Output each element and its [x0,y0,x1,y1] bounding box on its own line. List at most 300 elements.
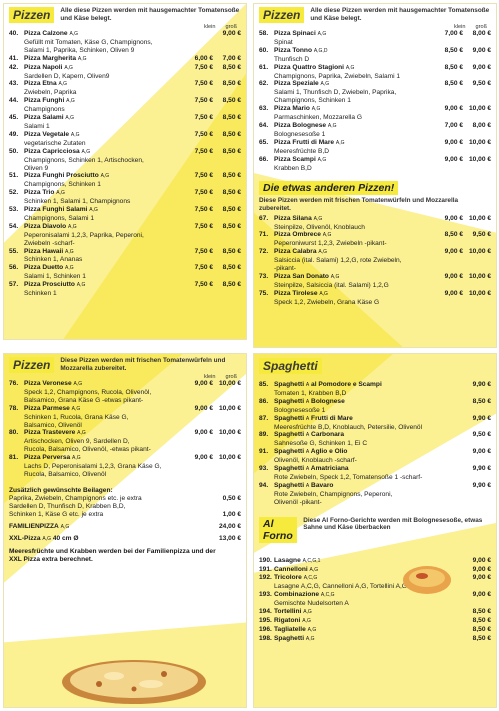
item-price-small: 7,50 € [194,222,213,230]
item-price-large: 10,00 € [219,429,241,437]
item-price-large: 8,50 € [222,147,241,155]
item-description: Schinken 1 [24,290,57,298]
item-allergens: A,G [303,609,312,616]
menu-item-row [259,465,491,474]
menu-item [259,156,491,173]
menu-item [9,97,241,114]
item-price: 8,50 € [472,625,491,633]
item-allergens: A,G [309,566,319,573]
item-price: 8,50 € [472,616,491,624]
item-price-small: 9,00 € [194,404,213,412]
item-description: Speck 1,2, Champignons, Rucola, Olivenöl, [24,388,152,396]
menu-item-row [9,380,241,389]
item-description: Gefüllt mit Tomaten, Käse G, Champignons, [24,38,153,46]
item-description: Champignons [24,106,65,114]
item-allergens: A [305,466,310,473]
item-description: -pikant- [274,265,296,273]
menu-item [259,231,491,248]
item-number: 87. [259,414,269,422]
item-number: 81. [9,454,19,462]
col-large-label: groß [225,24,237,30]
item-description: Krabben B,D [274,164,312,172]
item-number: 67. [259,214,269,222]
item-price-large: 9,00 € [472,46,491,54]
item-name: Lasagne A,C,G,1 [274,556,321,564]
xxl-price: 13,00 € [219,535,241,543]
xxl-pizza-row [9,535,241,544]
item-allergens: A,G [58,81,68,88]
menu-item-row [259,635,491,644]
item-number: 191. [259,565,272,573]
item-number: 50. [9,147,19,155]
extra-text: Schinken 1, Käse G etc. je extra [9,510,104,518]
item-number: 195. [259,616,272,624]
item-name: Spaghetti A,G [274,634,315,642]
item-description: Oliven 9 [24,164,49,172]
item-number: 86. [259,397,269,405]
menu-item-row [259,80,491,89]
item-price-large: 8,50 € [222,80,241,88]
menu-item-row [9,429,241,438]
item-price: 9,00 € [472,591,491,599]
item-allergens: A,G [72,455,81,462]
item-description: Parmaschinken, Mozzarella G [274,114,362,122]
extra-row [9,503,241,511]
item-price-small: 7,50 € [194,130,213,138]
item-price: 9,00 € [472,565,491,573]
item-price-large: 8,50 € [222,222,241,230]
item-description: Zwiebeln, Paprika [24,89,77,97]
item-name: Pizza Trastevere A,G [24,429,86,437]
item-description: Spinat [274,38,293,46]
menu-item-row [259,248,491,257]
item-description: Schinken 1, Ananas [24,256,83,264]
section2-title: Al Forno [259,517,297,543]
item-number: 93. [259,465,269,473]
item-price-large: 8,50 € [222,281,241,289]
item-name: Pizza Trio A,G [24,189,65,197]
item-price-large: 9,00 € [222,30,241,37]
menu-panel-pizzen-2 [253,3,497,348]
item-name: Rigatoni A,G [274,616,311,624]
item-name: Pizza Tonno A,G,D [274,46,328,54]
section2-subtitle: Diese Pizzen werden mit frischen Tomatenwürfeln und Mozzarella zubereitet. [259,197,459,212]
item-description: Champignons, Salami 1 [24,214,95,222]
item-number: 62. [259,80,269,88]
item-name: Pizza San Donato A,G [274,272,340,280]
item-name-variant: Bavaro [309,481,334,489]
item-name: Pizza Calabra A,G [274,248,327,256]
item-price-large: 8,50 € [222,63,241,71]
item-allergens: A,G [320,81,330,88]
item-name: Pizza Parmese A,G [24,404,81,412]
item-name: Pizza Capricciosa A,G [24,147,91,155]
item-number: 41. [9,54,19,62]
item-number: 44. [9,97,19,105]
menu-item [259,448,491,465]
item-price-small: 8,50 € [444,46,463,54]
item-number: 80. [9,429,19,437]
menu-item [259,30,491,47]
item-description: Bolognesesoße 1 [274,130,326,138]
menu-list [259,381,491,507]
menu-item [9,454,241,479]
item-number: 76. [9,380,19,387]
item-price: 9,00 € [472,448,491,456]
menu-item [259,635,491,644]
item-price-large: 10,00 € [469,272,491,280]
item-description: Schinken 1, Salami 1, Champignons [24,198,131,206]
menu-item [259,105,491,122]
item-price-small: 7,50 € [194,281,213,289]
item-allergens: A [305,449,310,456]
menu-item-row [259,290,491,299]
item-description: Steinpilze, Salsiccia (ital. Salami) 1,2,G [274,281,389,289]
item-price-large: 8,00 € [472,121,491,129]
menu-item-row [259,415,491,424]
lasagne-image [402,562,452,596]
item-price-small: 8,50 € [444,63,463,71]
menu-item [9,30,241,55]
menu-item [9,429,241,454]
item-number: 51. [9,172,19,180]
menu-item-row [259,231,491,240]
item-name-variant: Carbonara [309,431,345,439]
menu-item-row [9,281,241,290]
extra-price: 0,50 € [222,494,241,502]
item-number: 91. [259,448,269,456]
item-allergens: A,G [318,249,327,256]
item-name: Spaghetti A al Pomodore e Scampi [274,381,382,388]
menu-item-row [259,139,491,148]
pizza-image [59,654,209,706]
item-description: Rucola, Balsamico, Olivenöl [24,470,107,478]
item-price-small: 7,50 € [194,264,213,272]
section-title: Pizzen [9,7,54,23]
item-name: Spaghetti A Bavaro [274,481,334,489]
menu-item-row [9,248,241,257]
item-name: Combinazione A,C,G [274,591,335,599]
item-description: Bolognesesoße 1 [274,406,326,414]
menu-item [259,465,491,482]
menu-item [259,381,491,398]
item-price-large: 8,50 € [222,114,241,122]
item-price: 9,90 € [472,381,491,388]
item-allergens: A [305,415,310,422]
item-price-small: 7,50 € [194,114,213,122]
item-name: Tagliatelle A,G [274,625,317,633]
item-price-large: 8,50 € [222,130,241,138]
item-number: 42. [9,63,19,71]
item-price-large: 9,00 € [472,63,491,71]
extra-text: Sardellen D, Thunfisch D, Krabben B,D, [9,502,126,510]
item-price-small: 7,50 € [194,80,213,88]
menu-item [9,248,241,265]
item-price-small: 7,50 € [194,206,213,214]
menu-item [259,608,491,617]
menu-item [259,290,491,307]
item-name: Pizza Speziale A,G [274,80,330,88]
menu-item-row [259,557,491,566]
menu-item-row [9,264,241,273]
extra-price: 1,00 € [222,510,241,518]
item-price-large: 10,00 € [469,105,491,113]
item-allergens: A,G [100,173,110,180]
item-allergens: A,G,D [313,47,328,54]
item-description: Meeresfrüchte B,D [274,147,329,155]
item-allergens: A,G [77,430,86,437]
item-name: Pizza Margherita A,G [24,54,87,62]
item-allergens: A,G [311,106,321,113]
menu-item [259,482,491,507]
menu-item-row [259,156,491,165]
item-price-small: 9,00 € [444,105,463,113]
menu-item [259,248,491,273]
item-number: 75. [259,289,269,297]
item-name: Pizza Funghi Salami A,G [24,206,98,214]
item-price-small: 7,50 € [194,247,213,255]
item-price-large: 8,50 € [222,206,241,214]
item-price-large: 10,00 € [219,404,241,412]
menu-item [259,64,491,81]
xxl-size: 40 cm Ø [52,535,79,543]
item-number: 57. [9,281,19,289]
item-allergens: A,G [77,55,87,62]
menu-panel-spaghetti [253,353,497,708]
menu-item-row [259,431,491,440]
item-description: Schinken 1, Rucola, Grana Käse G, [24,413,129,421]
item-number: 64. [259,121,269,129]
item-description: Sardellen D, Kapern, Oliven9 [24,72,110,80]
item-price-large: 8,50 € [222,172,241,180]
item-description: Champignons, Schinken 1 [24,181,101,189]
item-number: 198. [259,634,272,642]
item-name: Pizza Quattro Stagioni A,G [274,63,355,71]
item-name: Spaghetti A Frutti di Mare [274,414,353,422]
item-number: 190. [259,556,272,564]
item-price-large: 10,00 € [469,155,491,163]
item-description: Lachs D, Peperonisalami 1,2,3, Grana Käse G, [24,463,162,471]
item-price-small: 7,00 € [444,30,463,37]
menu-item [259,557,491,566]
item-allergens: A,G [345,64,355,71]
item-number: 65. [259,138,269,146]
col-small-label: klein [203,24,216,30]
item-description: Speck 1,2, Zwiebeln, Grana Käse G [274,298,380,306]
item-description: Balsamico, Grana Käse G -etwas pikant- [24,396,144,404]
item-description: Salami 1 [24,122,50,130]
item-number: 45. [9,114,19,122]
item-number: 193. [259,591,272,599]
menu-item [9,131,241,148]
menu-panel-pizzen-3 [3,353,247,708]
section-title: Pizzen [9,357,54,373]
menu-item [9,64,241,81]
menu-item-row [9,64,241,73]
item-description: Meeresfrüchte B,D, Knoblauch, Petersilie, Olivenöl [274,423,423,431]
extras-title: Zusätzlich gewünschte Beilagen: [9,486,113,494]
item-price-large: 10,00 € [469,289,491,297]
item-name: Pizza Veronese A,G [24,380,83,387]
item-price-small: 7,50 € [194,172,213,180]
item-name: Pizza Frutti di Mare A,G [274,138,345,146]
item-name: Pizza Funghi Prosciutto A,G [24,172,110,180]
item-number: 61. [259,63,269,71]
item-price-small: 8,50 € [444,231,463,239]
item-description: Rote Zwiebeln, Champignons, Peperoni, [274,490,393,498]
menu-panel-pizzen-1 [3,3,247,340]
item-name: Pizza Perversa A,G [24,454,81,462]
item-price-small: 6,00 € [194,54,213,62]
item-allergens: A [305,398,310,405]
menu-item [259,617,491,626]
menu-item-row [259,30,491,39]
item-number: 40. [9,30,19,37]
menu-item [9,189,241,206]
menu-item [259,398,491,415]
item-allergens: A,G [313,215,323,222]
item-price-large: 8,50 € [222,189,241,197]
item-description: Salami 1, Thunfisch D, Zwiebeln, Paprika, [274,89,397,97]
item-price-small: 9,00 € [194,454,213,462]
item-price-small: 9,00 € [444,289,463,297]
menu-item [259,566,491,575]
item-price-large: 7,00 € [222,54,241,62]
item-allergens: A [305,482,310,489]
item-number: 53. [9,206,19,214]
item-price-small: 7,50 € [194,97,213,105]
item-name: Spaghetti A Bolognese [274,397,345,405]
menu-item [9,281,241,298]
col-large-label: groß [225,374,237,380]
item-allergens: A,G [335,139,345,146]
item-number: 55. [9,247,19,255]
item-price-large: 10,00 € [469,248,491,256]
section-title: Pizzen [259,7,304,23]
item-price: 8,50 € [472,397,491,405]
section-title: Spaghetti [259,358,322,374]
extras-list [9,495,241,519]
item-number: 194. [259,608,272,616]
item-price-large: 8,50 € [222,97,241,105]
item-price: 9,00 € [472,556,491,564]
item-allergens: A,G [317,31,327,37]
item-description: Olivenöl -pikant- [274,498,322,506]
item-name-variant: Frutti di Mare [309,414,353,422]
item-number: 89. [259,431,269,439]
item-allergens: A,G [319,290,328,297]
menu-item-row [9,405,241,414]
item-allergens: A,G [307,626,317,633]
item-allergens: A,G [302,617,311,624]
menu-item-row [259,381,491,390]
menu-item-row [259,574,491,583]
menu-item [259,591,491,608]
col-small-label: klein [203,374,216,380]
item-allergens: A,G [73,381,83,387]
menu-item-row [259,122,491,131]
item-allergens: A,G [65,115,75,122]
item-number: 58. [259,30,269,37]
item-name: Cannelloni A,G [274,565,319,573]
item-price-small: 7,00 € [444,121,463,129]
menu-item [259,431,491,448]
menu-item-row [259,608,491,617]
item-allergens: A,G [56,190,65,197]
menu-item [9,223,241,248]
menu-item-row [9,80,241,89]
item-name: Pizza Napoli A,G [24,63,73,71]
item-allergens: A,G [89,207,98,214]
extras-note: Meeresfrüchte und Krabben werden bei der Familienpizza und der XXL Pizza extra berechnet. [9,548,216,564]
extra-price [207,503,241,511]
extra-text: Paprika, Zwiebeln, Champignons etc. je extra [9,494,142,502]
menu-item [9,172,241,189]
item-description: Tomaten 1, Krabben B,D [274,389,347,397]
item-price-large: 9,50 € [472,80,491,88]
item-description: Salami 1, Paprika, Schinken, Oliven 9 [24,46,135,54]
item-price: 9,90 € [472,414,491,422]
item-description: Champignons, Paprika, Zwiebeln, Salami 1 [274,72,401,80]
item-price-small: 9,00 € [444,248,463,256]
item-name: Pizza Bolognese A,G [274,121,337,129]
item-price: 9,90 € [472,465,491,473]
menu-item [259,415,491,432]
menu-list-2 [259,215,491,307]
item-name: Pizza Silana A,G [274,214,323,222]
item-name: Pizza Hawaii A,G [24,247,74,255]
menu-item [9,380,241,405]
item-price-large: 10,00 € [469,214,491,222]
item-allergens: A,G [66,98,75,105]
menu-item-row [9,206,241,215]
menu-item-row [259,591,491,600]
menu-item-row [259,566,491,575]
item-name: Pizza Salami A,G [24,114,75,122]
menu-item-row [259,448,491,457]
item-price-small: 9,00 € [444,155,463,163]
menu-item-row [259,64,491,73]
section-subtitle: Alle diese Pizzen werden mit hausgemachter Tomatensoße und Käse belegt. [60,7,240,22]
item-name-variant: Amatriciana [309,465,349,473]
menu-item [259,626,491,635]
item-name: Pizza Funghi A,G [24,97,75,105]
item-description: Salsiccia (ital. Salami) 1,2,G, rote Zwiebeln, [274,257,402,265]
item-number: 54. [9,222,19,230]
item-allergens: A,G [64,64,73,71]
item-price-large: 8,50 € [222,264,241,272]
extra-row [9,511,241,519]
item-number: 71. [259,231,269,239]
menu-item [9,148,241,173]
item-price: 8,50 € [472,634,491,642]
item-allergens: A,G [69,31,79,37]
menu-item-row [259,105,491,114]
item-description: Artischocken, Oliven 9, Sardellen D, [24,438,130,446]
item-number: 56. [9,264,19,272]
item-price-small: 7,50 € [194,189,213,197]
family-label: FAMILIENPIZZA [9,522,59,530]
menu-list [9,30,241,298]
item-name: Pizza Vegetale A,G [24,130,80,138]
item-description: Peperonisalami 1,2,3, Paprika, Peperoni, [24,231,144,239]
item-price-large: 10,00 € [219,380,241,387]
item-allergens: A,G [76,282,86,289]
menu-item-row [259,626,491,635]
menu-list-2 [259,557,491,644]
menu-item [259,122,491,139]
menu-list [259,30,491,172]
